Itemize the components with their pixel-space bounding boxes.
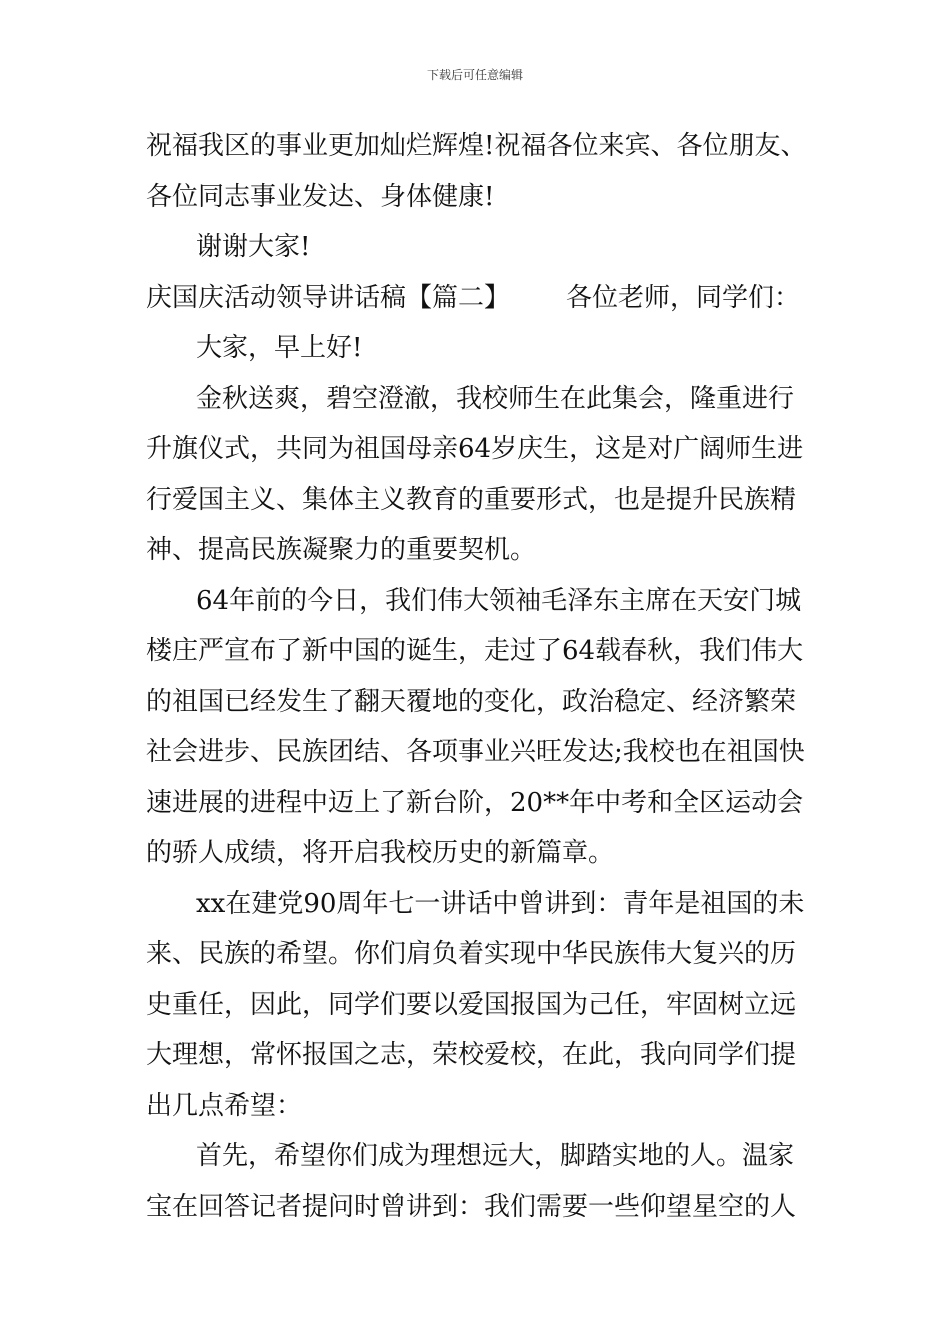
- paragraph-line: 首先，希望你们成为理想远大，脚踏实地的人。温家: [196, 1141, 795, 1171]
- paragraph-line: 大家，早上好!: [196, 333, 363, 363]
- paragraph-line: 谢谢大家!: [196, 232, 311, 262]
- paragraph-line: 宝在回答记者提问时曾讲到：我们需要一些仰望星空的人: [146, 1191, 797, 1222]
- paragraph-line: 的骄人成绩，将开启我校历史的新篇章。: [146, 838, 615, 868]
- paragraph-line: 楼庄严宣布了新中国的诞生，走过了64载春秋，我们伟大: [146, 636, 804, 666]
- paragraph-line: 来、民族的希望。你们肩负着实现中华民族伟大复兴的历: [146, 939, 797, 969]
- paragraph-line: 速进展的进程中迈上了新台阶，20**年中考和全区运动会: [146, 787, 804, 818]
- paragraph-line: 64年前的今日，我们伟大领袖毛泽东主席在天安门城: [196, 585, 802, 616]
- salutation: 各位老师，同学们：: [566, 282, 801, 313]
- paragraph-line: 神、提高民族凝聚力的重要契机。: [146, 535, 537, 565]
- paragraph-line: 祝福我区的事业更加灿烂辉煌!祝福各位来宾、各位朋友、: [146, 131, 807, 161]
- paragraph-line: 金秋送爽，碧空澄澈，我校师生在此集会，隆重进行: [196, 383, 795, 414]
- section-title: 庆国庆活动领导讲话稿【篇二】: [146, 282, 511, 313]
- paragraph-line: 各位同志事业发达、身体健康!: [146, 181, 495, 212]
- paragraph-line: xx在建党90周年七一讲话中曾讲到：青年是祖国的未: [196, 888, 805, 919]
- paragraph-line: 的祖国已经发生了翻天覆地的变化，政治稳定、经济繁荣: [146, 686, 797, 717]
- paragraph-line: 行爱国主义、集体主义教育的重要形式，也是提升民族精: [146, 484, 797, 515]
- paragraph-line: 大理想，常怀报国之志，荣校爱校，在此，我向同学们提: [146, 1040, 797, 1070]
- page-header: 下载后可任意编辑: [426, 68, 523, 82]
- paragraph-line: 社会进步、民族团结、各项事业兴旺发达;我校也在祖国快: [146, 737, 805, 767]
- section-heading: [146, 280, 811, 331]
- paragraph-line: 出几点希望：: [146, 1090, 303, 1121]
- paragraph-line: 升旗仪式，共同为祖国母亲64岁庆生，这是对广阔师生进: [146, 434, 804, 464]
- paragraph-line: 史重任，因此，同学们要以爱国报国为己任，牢固树立远: [146, 989, 797, 1020]
- document-body: [146, 128, 811, 1239]
